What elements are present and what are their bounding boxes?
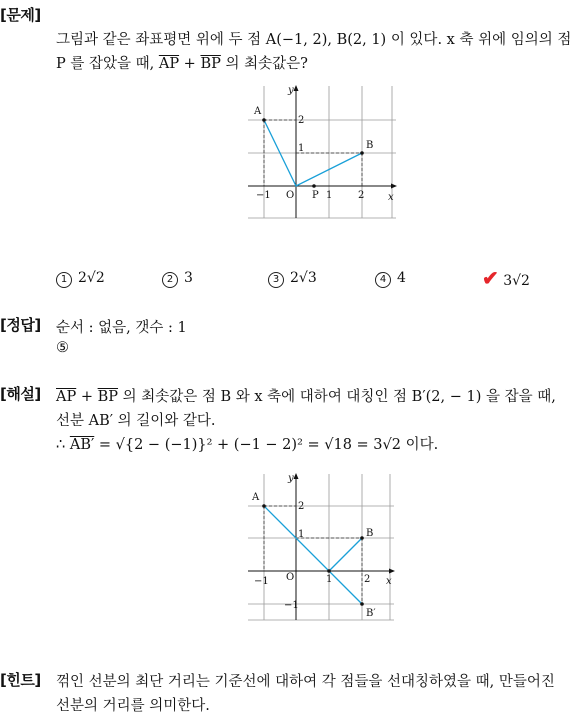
svg-text:2: 2 (364, 574, 371, 585)
svg-text:2: 2 (358, 190, 365, 201)
explanation-line-2: 선분 AB′ 의 길이와 같다. (56, 413, 216, 429)
answer-line-2: ⑤ (56, 340, 69, 356)
answer-tag: [정답] (0, 316, 41, 334)
problem-line-2: P 를 잡았을 때, $\overline{AP} + \overline{BP}$ 의 최솟값은? (56, 56, 308, 72)
svg-text:−1: −1 (254, 576, 269, 587)
svg-text:2: 2 (298, 115, 305, 126)
explanation-figure (246, 470, 398, 626)
svg-text:B′: B′ (366, 608, 376, 619)
problem-line-1: 그림과 같은 좌표평면 위에 두 점 A(−1, 2), B(2, 1) 이 있다. x 축 위에 임의의 점 (56, 32, 572, 48)
svg-text:A: A (252, 492, 260, 503)
hint-tag: [힌트] (0, 671, 41, 689)
explanation-tag: [해설] (0, 385, 41, 403)
svg-text:2: 2 (298, 501, 305, 512)
explanation-line-3: ∴ AB′ = √{2 − (−1)}² + (−1 − 2)² = √18 = 3√2 이다. (56, 437, 439, 453)
svg-text:−1: −1 (256, 190, 271, 201)
explanation-line-1: $\overline{AP} + \overline{BP}$ 의 최솟값은 점 B 와 x 축에 대하여 대칭인 점 B′(2, − 1) 을 잡을 때, (56, 389, 556, 405)
svg-text:1: 1 (298, 143, 305, 154)
svg-text:x: x (386, 576, 392, 587)
choice-1[interactable]: 1 2√2 (56, 270, 105, 288)
hint-line-1: 꺾인 선분의 최단 거리는 기준선에 대하여 각 점들을 선대칭하였을 때, 만들어진 (56, 674, 555, 690)
hint-line-2: 선분의 거리를 의미한다. (56, 698, 210, 714)
svg-text:1: 1 (298, 529, 305, 540)
choice-5[interactable]: ✔ 3√2 (482, 266, 530, 290)
svg-text:−1: −1 (284, 600, 299, 611)
svg-text:x: x (388, 192, 394, 203)
answer-line-1: 순서 : 없음, 갯수 : 1 (56, 320, 187, 336)
svg-text:y: y (288, 85, 294, 96)
choice-3[interactable]: 3 2√3 (268, 270, 317, 288)
choice-2[interactable]: 2 3 (162, 270, 193, 288)
check-icon: ✔ (482, 266, 499, 290)
svg-text:B: B (366, 528, 374, 539)
svg-text:O: O (286, 190, 295, 201)
problem-tag: [문제] (0, 6, 41, 24)
svg-text:A: A (254, 106, 262, 117)
svg-text:B: B (366, 140, 374, 151)
svg-text:O: O (286, 572, 295, 583)
svg-text:1: 1 (326, 574, 333, 585)
svg-text:1: 1 (326, 190, 333, 201)
svg-text:y: y (288, 473, 294, 484)
choice-4[interactable]: 4 4 (375, 270, 406, 288)
problem-figure (244, 80, 404, 222)
svg-text:P: P (312, 190, 319, 201)
